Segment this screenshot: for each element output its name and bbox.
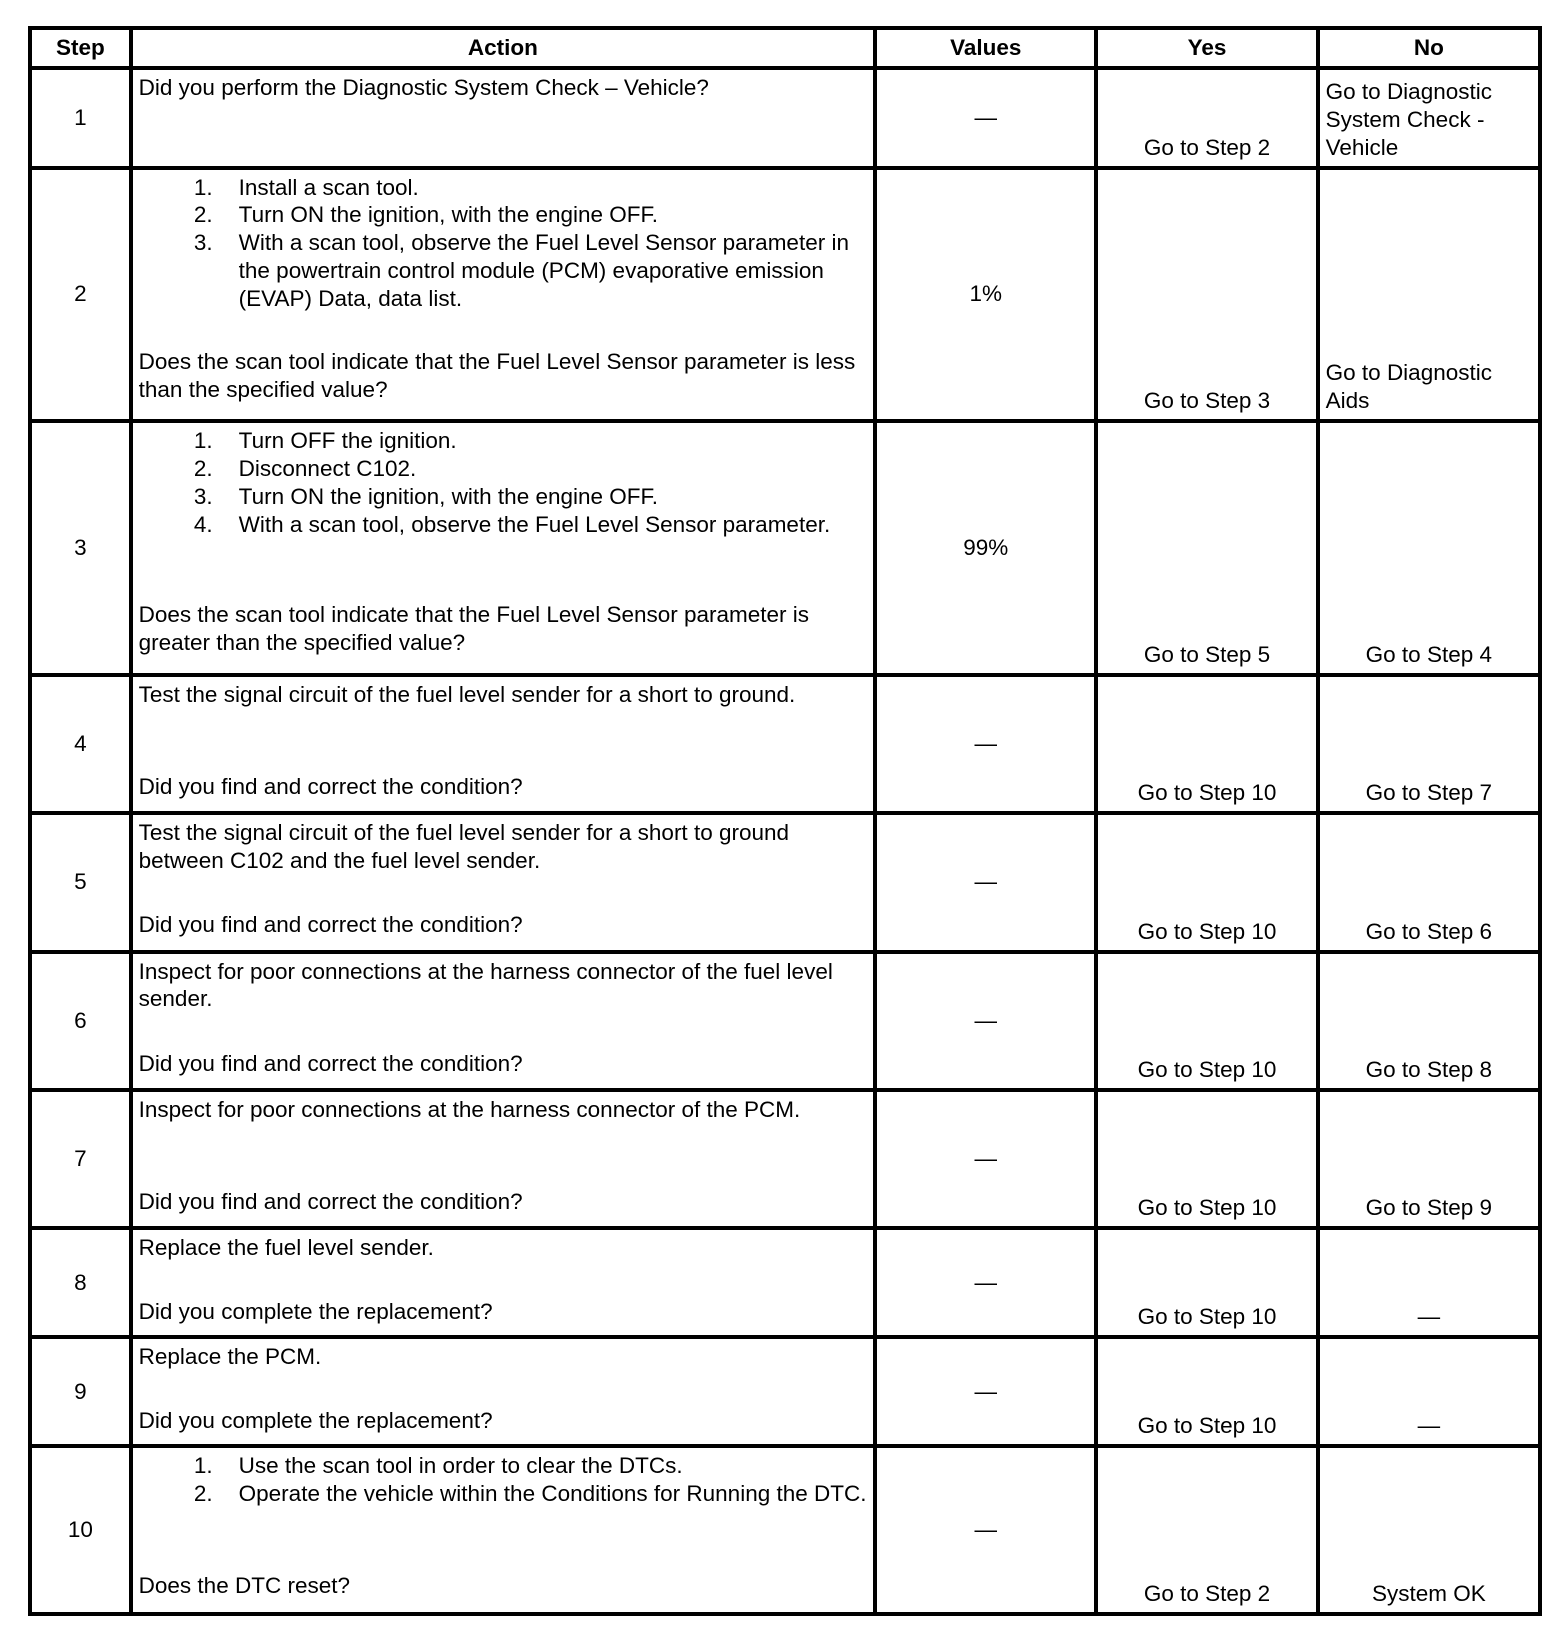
- no-cell: Go to Step 9: [1318, 1090, 1540, 1228]
- action-question: Did you find and correct the condition?: [138, 1050, 523, 1076]
- list-item: [139, 511, 868, 539]
- no-cell: —: [1318, 1337, 1540, 1446]
- action-steps-list: [139, 427, 868, 539]
- yes-cell: Go to Step 2: [1096, 1446, 1317, 1614]
- action-text: Replace the fuel level sender.: [138, 1235, 434, 1261]
- action-cell: [131, 1090, 876, 1228]
- step-number: 4: [30, 675, 131, 813]
- yes-cell: Go to Step 10: [1096, 1337, 1317, 1446]
- list-item-text: With a scan tool, observe the Fuel Level Sensor parameter in the powertrain control module (PCM) evaporative emission (EVAP) Data, data list.: [238, 230, 849, 312]
- action-cell: [131, 1337, 876, 1446]
- yes-cell: Go to Step 10: [1096, 952, 1317, 1090]
- table-row: [30, 421, 1540, 675]
- action-text: Inspect for poor connections at the harness connector of the PCM.: [138, 1096, 801, 1122]
- table-row: [30, 1228, 1540, 1337]
- step-number: 8: [30, 1228, 131, 1337]
- action-text: Replace the PCM.: [138, 1344, 322, 1370]
- table-row: [30, 168, 1540, 422]
- list-item-number: 1.: [193, 174, 213, 200]
- table-row: [30, 952, 1540, 1090]
- action-question: Does the DTC reset?: [138, 1573, 350, 1599]
- list-item-number: 3.: [193, 230, 213, 256]
- header-action: Action: [131, 28, 876, 68]
- action-cell: [131, 813, 876, 951]
- list-item-number: 1.: [193, 1453, 213, 1479]
- list-item: [139, 483, 868, 511]
- step-number: 9: [30, 1337, 131, 1446]
- action-cell: [131, 952, 876, 1090]
- table-row: [30, 68, 1540, 168]
- list-item-number: 1.: [193, 428, 213, 454]
- action-cell: [131, 168, 876, 422]
- action-cell: [131, 1228, 876, 1337]
- step-number: 2: [30, 168, 131, 422]
- list-item-text: Turn ON the ignition, with the engine OFF.: [238, 483, 659, 509]
- list-item-text: Use the scan tool in order to clear the DTCs.: [238, 1453, 683, 1479]
- no-cell: Go to Step 8: [1318, 952, 1540, 1090]
- step-number: 5: [30, 813, 131, 951]
- yes-cell: Go to Step 2: [1096, 68, 1317, 168]
- value-cell: —: [875, 675, 1096, 813]
- action-cell: [131, 421, 876, 675]
- list-item-text: Turn ON the ignition, with the engine OFF.: [238, 202, 659, 228]
- no-cell: Go to Step 6: [1318, 813, 1540, 951]
- list-item: [139, 455, 868, 483]
- value-cell: —: [875, 1337, 1096, 1446]
- list-item-text: With a scan tool, observe the Fuel Level Sensor parameter.: [238, 511, 831, 537]
- list-item: [139, 201, 868, 229]
- action-text: Test the signal circuit of the fuel level sender for a short to ground.: [138, 681, 796, 707]
- no-cell: Go to Diagnostic Aids: [1318, 168, 1540, 422]
- table-row: [30, 1090, 1540, 1228]
- yes-cell: Go to Step 10: [1096, 1090, 1317, 1228]
- header-yes: Yes: [1096, 28, 1317, 68]
- action-steps-list: [139, 1452, 868, 1508]
- table-row: [30, 813, 1540, 951]
- list-item: [139, 229, 868, 313]
- action-question: Did you find and correct the condition?: [138, 773, 523, 799]
- list-item-number: 2.: [193, 202, 213, 228]
- no-cell: Go to Step 4: [1318, 421, 1540, 675]
- value-cell: —: [875, 68, 1096, 168]
- action-cell: [131, 675, 876, 813]
- list-item-text: Operate the vehicle within the Conditions for Running the DTC.: [238, 1481, 867, 1507]
- list-item-text: Turn OFF the ignition.: [238, 428, 457, 454]
- header-values: Values: [875, 28, 1096, 68]
- yes-cell: Go to Step 5: [1096, 421, 1317, 675]
- step-number: 1: [30, 68, 131, 168]
- value-cell: —: [875, 1446, 1096, 1614]
- yes-cell: Go to Step 10: [1096, 675, 1317, 813]
- value-cell: —: [875, 1228, 1096, 1337]
- list-item-text: Disconnect C102.: [238, 456, 417, 482]
- action-question: Did you find and correct the condition?: [138, 912, 523, 938]
- header-step: Step: [30, 28, 131, 68]
- header-no: No: [1318, 28, 1540, 68]
- yes-cell: Go to Step 3: [1096, 168, 1317, 422]
- no-cell: Go to Step 7: [1318, 675, 1540, 813]
- action-cell: [131, 1446, 876, 1614]
- action-steps-list: [139, 174, 868, 313]
- action-cell: [131, 68, 876, 168]
- diagnostic-table: [28, 26, 1542, 1616]
- action-question: Did you find and correct the condition?: [138, 1188, 523, 1214]
- step-number: 7: [30, 1090, 131, 1228]
- yes-cell: Go to Step 10: [1096, 1228, 1317, 1337]
- list-item-number: 2.: [193, 1481, 213, 1507]
- value-cell: 1%: [875, 168, 1096, 422]
- no-cell: System OK: [1318, 1446, 1540, 1614]
- list-item-number: 4.: [193, 511, 213, 537]
- table-row: [30, 1337, 1540, 1446]
- value-cell: 99%: [875, 421, 1096, 675]
- table-row: [30, 1446, 1540, 1614]
- action-text: Inspect for poor connections at the harness connector of the fuel level sender.: [138, 958, 833, 1012]
- step-number: 10: [30, 1446, 131, 1614]
- value-cell: —: [875, 813, 1096, 951]
- list-item: [139, 1452, 868, 1480]
- action-question: Does the scan tool indicate that the Fuel Level Sensor parameter is greater than the specified value?: [138, 602, 810, 656]
- value-cell: —: [875, 1090, 1096, 1228]
- yes-cell: Go to Step 10: [1096, 813, 1317, 951]
- list-item-text: Install a scan tool.: [238, 174, 419, 200]
- action-question: Did you complete the replacement?: [138, 1408, 493, 1434]
- list-item-number: 2.: [193, 456, 213, 482]
- action-text: Did you perform the Diagnostic System Check – Vehicle?: [138, 75, 709, 100]
- step-number: 6: [30, 952, 131, 1090]
- list-item-number: 3.: [193, 483, 213, 509]
- no-cell: Go to Diagnostic System Check - Vehicle: [1318, 68, 1540, 168]
- action-question: Did you complete the replacement?: [138, 1299, 493, 1325]
- action-text: Test the signal circuit of the fuel level sender for a short to ground between C102 and the fuel level sender.: [138, 820, 790, 874]
- list-item: [139, 1480, 868, 1508]
- action-question: Does the scan tool indicate that the Fuel Level Sensor parameter is less than the specified value?: [138, 348, 856, 402]
- value-cell: —: [875, 952, 1096, 1090]
- list-item: [139, 427, 868, 455]
- table-row: [30, 675, 1540, 813]
- list-item: [139, 174, 868, 202]
- step-number: 3: [30, 421, 131, 675]
- no-cell: —: [1318, 1228, 1540, 1337]
- header-row: [30, 28, 1540, 68]
